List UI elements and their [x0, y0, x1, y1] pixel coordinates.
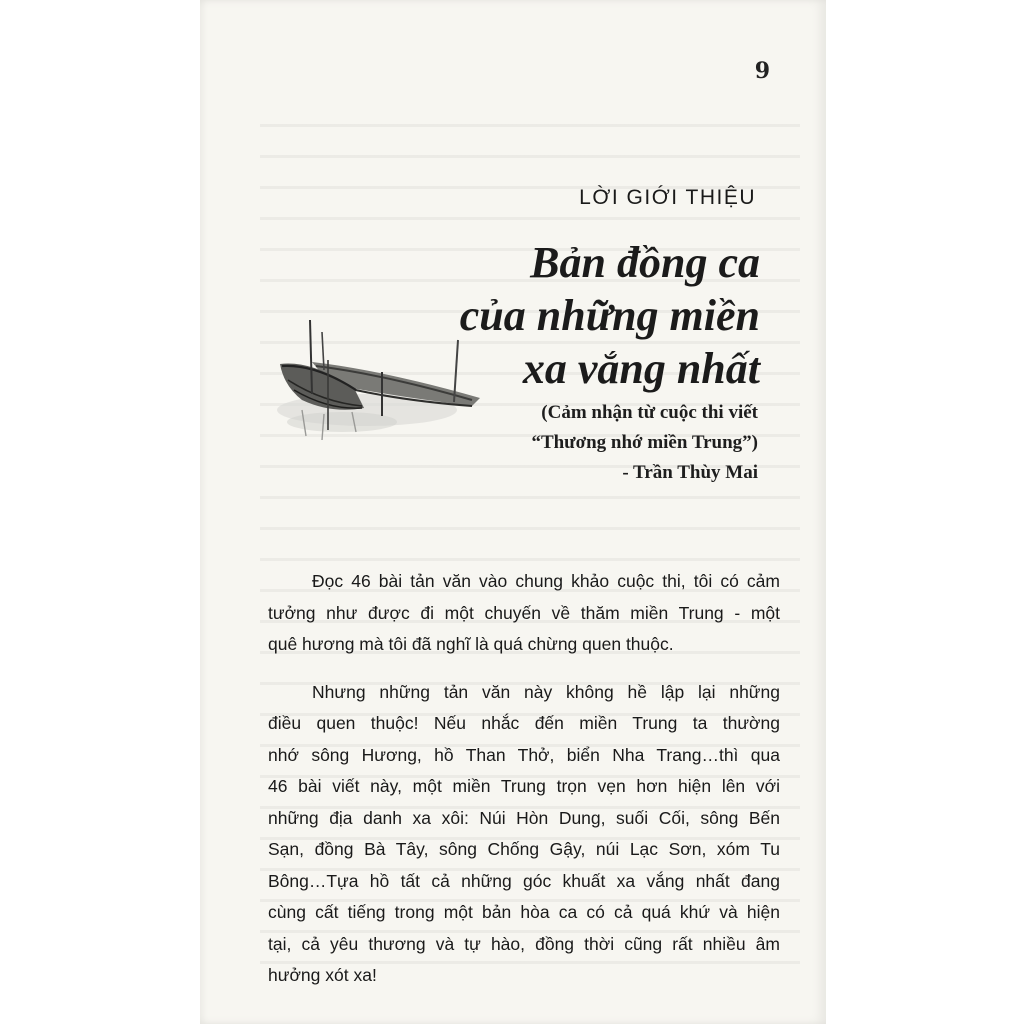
text-line: điều quen thuộc! Nếu nhắc đến miền Trung ta thường — [268, 713, 780, 733]
text-line: nhớ sông Hương, hồ Than Thở, biển Nha Trang…thì qua — [268, 744, 780, 765]
text-line: hưởng xót xa! — [268, 965, 377, 985]
text-line: Bông…Tựa hồ tất cả những góc khuất xa vắng nhất đang — [268, 870, 780, 891]
text-line: cùng cất tiếng trong một bản hòa ca có cả quá khứ và hiện — [268, 902, 780, 922]
page-number: 9 — [754, 58, 770, 84]
paragraph — [268, 677, 780, 992]
subtitle-line: “Thương nhớ miền Trung”) — [531, 432, 758, 453]
text-line: Sạn, đồng Bà Tây, sông Chống Gậy, núi Lạc Sơn, xóm Tu — [268, 839, 780, 859]
book-page — [200, 0, 826, 1024]
paragraph — [268, 566, 780, 661]
body-text — [268, 566, 780, 1008]
section-label: LỜI GIỚI THIỆU — [579, 186, 756, 209]
title-line: Bản đồng ca — [530, 238, 760, 287]
title-line: xa vắng nhất — [522, 344, 760, 393]
title-line: của những miền — [459, 291, 760, 340]
page-subtitle — [338, 398, 758, 488]
text-line: tưởng như được đi một chuyến về thăm miền Trung - một — [268, 602, 780, 623]
text-line: 46 bài viết này, một miền Trung trọn vẹn hơn hiện lên với — [268, 776, 780, 796]
text-line: tại, cả yêu thương và tự hào, đồng thời cũng rất nhiều âm — [268, 933, 780, 954]
text-line: quê hương mà tôi đã nghĩ là quá chừng quen thuộc. — [268, 634, 674, 654]
author-line: - Trần Thùy Mai — [622, 462, 758, 483]
text-line: Nhưng những tản văn này không hề lập lại những — [312, 681, 780, 702]
text-line: Đọc 46 bài tản văn vào chung khảo cuộc thi, tôi có cảm — [312, 571, 780, 591]
text-line: những địa danh xa xôi: Núi Hòn Dung, suối Cối, sông Bến — [268, 807, 780, 828]
subtitle-line: (Cảm nhận từ cuộc thi viết — [541, 402, 758, 423]
